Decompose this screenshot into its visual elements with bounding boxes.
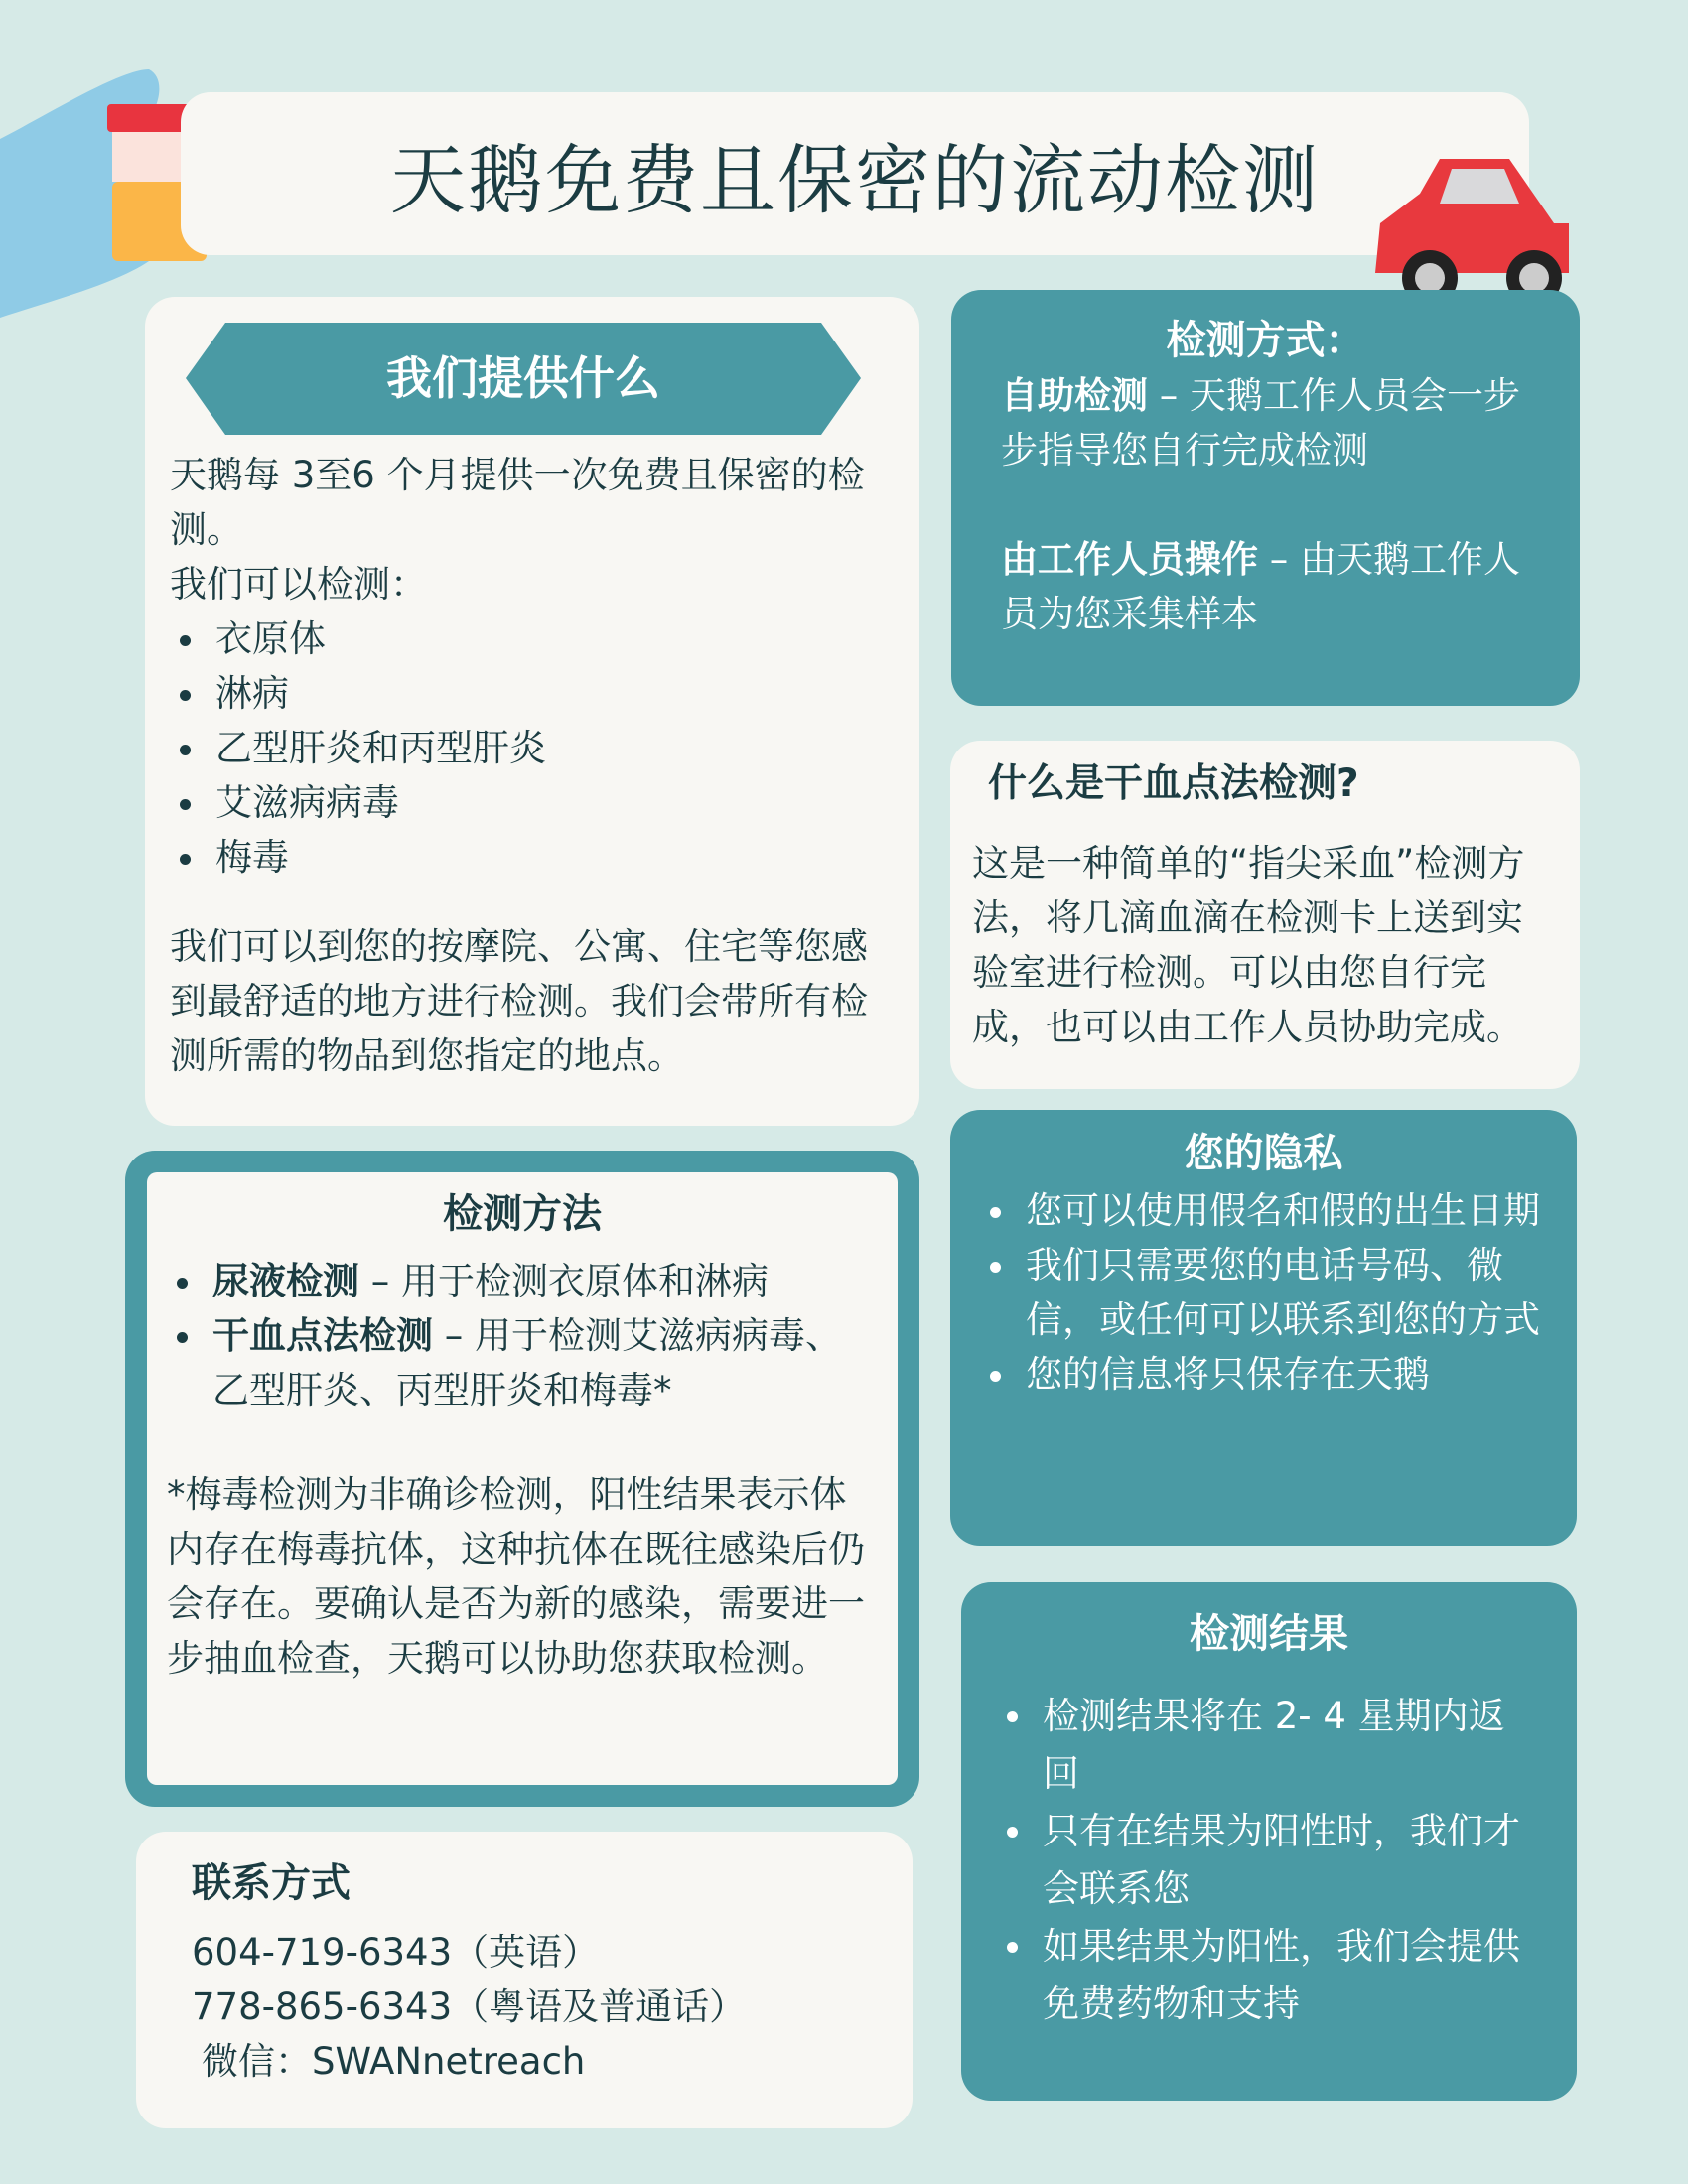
list-item: 如果结果为阳性，我们会提供免费药物和支持	[997, 1918, 1541, 2033]
ways-panel	[951, 290, 1580, 706]
staff-test: 由工作人员操作 – 由天鹅工作人员为您采集样本	[1001, 538, 1521, 635]
phone-english[interactable]: 604-719-6343（英语）	[192, 1931, 600, 1974]
dbs-heading: 什么是干血点法检测?	[988, 761, 1359, 806]
dbs-body: 这是一种简单的“指尖采血”检测方法，将几滴血滴在检测卡上送到实验室进行检测。可以由您自行完成，也可以由工作人员协助完成。	[972, 842, 1525, 1048]
privacy-panel	[950, 1110, 1577, 1546]
list-item: 梅毒	[170, 830, 895, 885]
offer-panel	[145, 297, 919, 1126]
list-item: 乙型肝炎和丙型肝炎	[170, 721, 895, 775]
methods-panel	[125, 1151, 919, 1807]
car-icon	[1360, 154, 1618, 313]
list-item: 只有在结果为阳性时，我们才会联系您	[997, 1803, 1541, 1918]
self-test: 自助检测 – 天鹅工作人员会一步步指导您自行完成检测	[1001, 374, 1521, 472]
contact-heading: 联系方式	[192, 1860, 351, 1906]
list-item: 艾滋病病毒	[170, 775, 895, 830]
syphilis-note: *梅毒检测为非确诊检测，阳性结果表示体内存在梅毒抗体，这种抗体在既往感染后仍会存在。要确认是否为新的感染，需要进一步抽血检查，天鹅可以协助您获取检测。	[167, 1473, 865, 1680]
list-item: 干血点法检测 – 用于检测艾滋病病毒、乙型肝炎、丙型肝炎和梅毒*	[167, 1308, 878, 1418]
dbs-panel	[950, 741, 1580, 1089]
list-item: 您的信息将只保存在天鹅	[980, 1347, 1547, 1402]
offer-can-test: 我们可以检测：	[170, 563, 427, 606]
offer-heading: 我们提供什么	[386, 351, 660, 405]
ways-heading: 检测方式：	[1166, 318, 1365, 363]
offer-list	[170, 612, 895, 885]
phone-cantonese-mandarin[interactable]: 778-865-6343（粤语及普通话）	[192, 1985, 747, 2028]
contact-panel	[136, 1832, 913, 2128]
title-banner	[181, 92, 1529, 255]
page-title: 天鹅免费且保密的流动检测	[390, 135, 1320, 224]
results-panel	[961, 1582, 1577, 2101]
privacy-heading: 您的隐私	[1184, 1131, 1343, 1176]
list-item: 检测结果将在 2- 4 星期内返回	[997, 1688, 1541, 1803]
list-item: 淋病	[170, 666, 895, 721]
list-item: 衣原体	[170, 612, 895, 666]
offer-intro: 天鹅每 3至6 个月提供一次免费且保密的检测。	[170, 454, 865, 551]
list-item: 我们只需要您的电话号码、微信，或任何可以联系到您的方式	[980, 1238, 1547, 1347]
results-heading: 检测结果	[1190, 1611, 1348, 1657]
offer-location: 我们可以到您的按摩院、公寓、住宅等您感到最舒适的地方进行检测。我们会带所有检测所需的物品到您指定的地点。	[170, 925, 868, 1077]
list-item: 您可以使用假名和假的出生日期	[980, 1183, 1547, 1238]
list-item: 尿液检测 – 用于检测衣原体和淋病	[167, 1254, 878, 1308]
methods-heading: 检测方法	[443, 1191, 602, 1237]
wechat-id[interactable]: 微信：SWANnetreach	[202, 2040, 586, 2083]
